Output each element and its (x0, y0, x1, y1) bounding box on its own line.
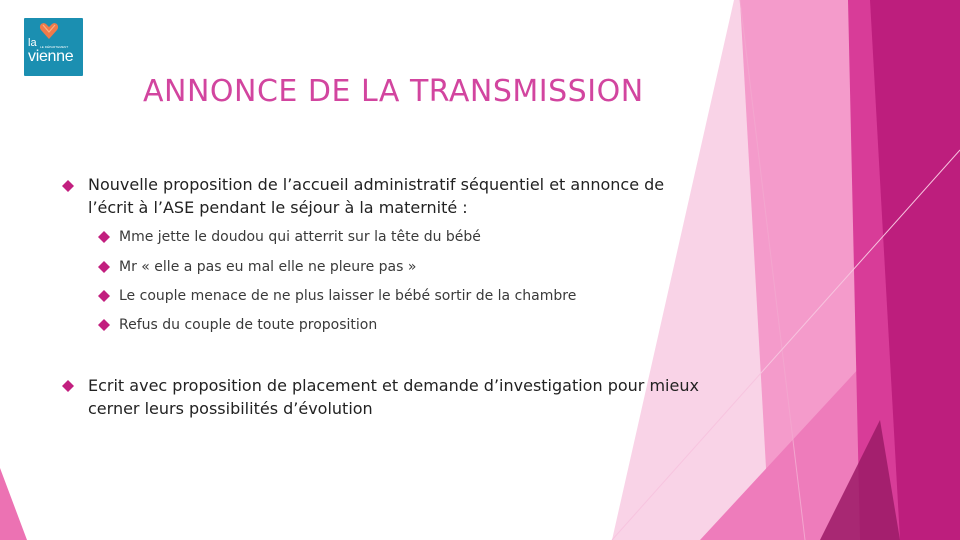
sub-bullet-2: Mr « elle a pas eu mal elle ne pleure pas » (119, 259, 417, 275)
bullet-2-line-2: cerner leurs possibilités d’évolution (88, 399, 373, 418)
heart-icon (39, 22, 59, 40)
diamond-bullet-icon (62, 180, 74, 192)
bullet-2-line-1: Ecrit avec proposition de placement et demande d’investigation pour mieux (88, 376, 699, 395)
diamond-bullet-icon (98, 319, 110, 331)
diamond-bullet-icon (62, 380, 74, 392)
la-vienne-logo (24, 18, 83, 76)
slide-title: ANNONCE DE LA TRANSMISSION (143, 74, 644, 109)
diamond-bullet-icon (98, 261, 110, 273)
logo-text-departement: LE DÉPARTEMENT (40, 45, 69, 49)
sub-bullet-4: Refus du couple de toute proposition (119, 317, 378, 333)
sub-bullet-3: Le couple menace de ne plus laisser le bébé sortir de la chambre (119, 288, 577, 304)
diamond-bullet-icon (98, 231, 110, 243)
diamond-bullet-icon (98, 290, 110, 302)
logo-text-la: la (28, 37, 37, 49)
logo-text-vienne: vienne (28, 48, 74, 65)
sub-bullet-1: Mme jette le doudou qui atterrit sur la tête du bébé (119, 229, 481, 245)
bullet-1-line-1: Nouvelle proposition de l’accueil administratif séquentiel et annonce de (88, 175, 665, 194)
bullet-1-line-2: l’écrit à l’ASE pendant le séjour à la maternité : (88, 198, 468, 217)
